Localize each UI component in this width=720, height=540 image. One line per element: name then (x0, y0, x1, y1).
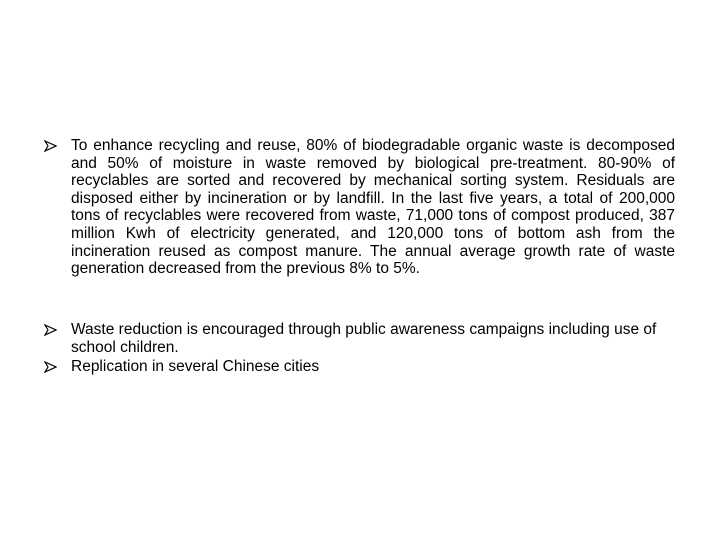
bullet-list-measures (40, 321, 675, 376)
arrow-bullet-icon (44, 140, 57, 152)
arrow-bullet-icon (44, 324, 57, 336)
bullet-list-recycling (40, 137, 675, 278)
arrow-bullet-icon (44, 361, 57, 373)
bullet-text: Replication in several Chinese cities (71, 358, 320, 376)
bullet-text: To enhance recycling and reuse, 80% of biodegradable organic waste is decomposed and 50% of moisture in waste removed by biological pre-treatment. 80-90% of recyclables are sorted and recovered by mechanical sorting system. Residuals are disposed either by incineration or by landfill. In the last five years, a total of 200,000 tons of recyclables were recovered from waste, 71,000 tons of compost produced, 387 million Kwh of electricity generated, and 120,000 tons of bottom ash from the incineration reused as compost manure. The annual average growth rate of waste generation decreased from the previous 8% to 5%. (71, 137, 675, 278)
bullet-waste-reduction (40, 321, 675, 356)
bullet-recycling-reuse (40, 137, 675, 278)
bullet-replication (40, 358, 675, 376)
bullet-text: Waste reduction is encouraged through public awareness campaigns including use of school children. (71, 321, 657, 356)
